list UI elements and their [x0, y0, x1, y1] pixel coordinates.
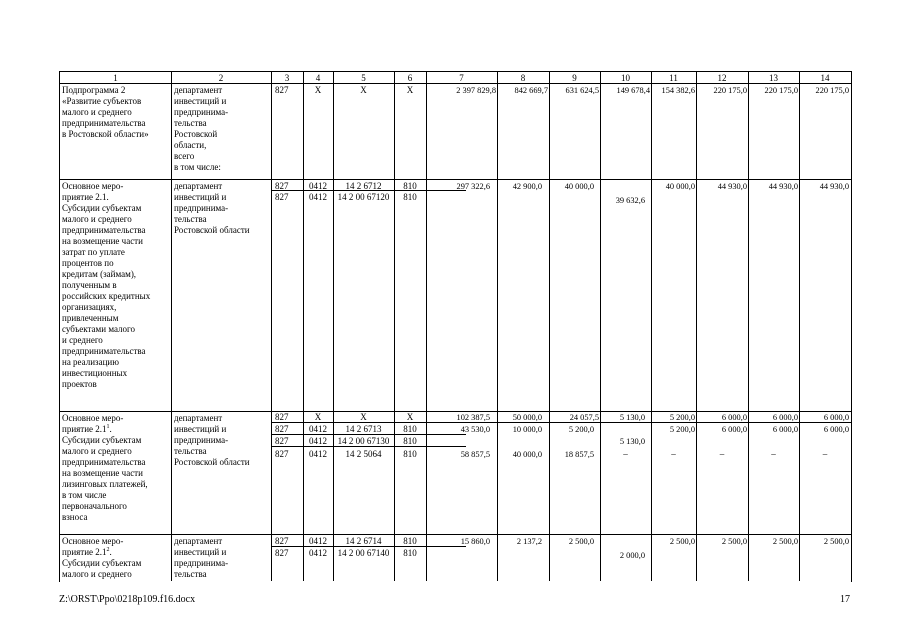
row3-measure-name: [62, 413, 170, 523]
row1-c14: 220 175,0: [815, 86, 849, 95]
row3-l2-c9: 5 200,0: [568, 425, 594, 434]
row2-l2-c6: 810: [403, 192, 417, 202]
row-divider: [60, 179, 851, 180]
row3-l2-c8: 10 000,0: [512, 425, 542, 434]
row3-l4-c9: 18 857,5: [564, 450, 594, 459]
row1-c3: 827: [275, 85, 289, 95]
row3-name-line2: приятие 2.1: [62, 424, 107, 434]
row4-l2-c3: 827: [275, 548, 289, 558]
row4-l1-c14: 2 500,0: [823, 537, 849, 546]
row4-l1-c13: 2 500,0: [772, 537, 798, 546]
row4-l1-c11: 2 500,0: [669, 537, 695, 546]
col-divider: [394, 72, 395, 581]
header-col-6: 6: [407, 73, 413, 83]
row2-l1-c8: 42 900,0: [512, 182, 542, 191]
row1-c13: 220 175,0: [764, 86, 798, 95]
col-divider: [696, 72, 697, 581]
row4-l1-c4: 0412: [309, 536, 327, 546]
row2-executor: департамент инвестиций и предпринима- тельства Ростовской области: [174, 181, 250, 235]
header-col-5: 5: [361, 73, 366, 83]
col-divider: [651, 72, 652, 581]
row3-l2-c4: 0412: [309, 424, 327, 434]
col-divider: [333, 72, 334, 581]
row2-l1-c9: 40 000,0: [564, 182, 594, 191]
row4-l2-c6: 810: [403, 548, 417, 558]
header-col-4: 4: [315, 73, 321, 83]
row1-c6: Х: [406, 85, 414, 95]
row3-l2-c7: 43 530,0: [460, 425, 490, 434]
row4-name-line1: Основное меро-: [62, 536, 124, 546]
row3-l1-c4: Х: [314, 412, 322, 422]
row4-l2-c5: 14 2 00 67140: [337, 548, 390, 558]
row2-l1-c13: 44 930,0: [768, 182, 798, 191]
row1-c8: 842 669,7: [514, 86, 548, 95]
row4-l1-c6: 810: [403, 536, 417, 546]
header-col-2: 2: [218, 73, 224, 83]
row3-l1-c3: 827: [275, 412, 289, 422]
row1-c11: 154 382,6: [661, 86, 695, 95]
row3-l2-c11: 5 200,0: [669, 425, 695, 434]
row2-l1-c11: 40 000,0: [665, 182, 695, 191]
row3-l3-c4: 0412: [309, 436, 327, 446]
header-col-1: 1: [113, 73, 118, 83]
col-divider: [497, 72, 498, 581]
row3-name-rest: Субсидии субъектам малого и среднего предпринимательства на возмещение части лизинговых платежей, в том числе первоначального взноса: [62, 435, 148, 522]
row3-l1-c13: 6 000,0: [772, 413, 798, 422]
row3-l1-c12: 6 000,0: [721, 413, 747, 422]
row4-name-rest: Субсидии субъектам малого и среднего: [62, 558, 142, 579]
row3-name-line1: Основное меро-: [62, 413, 124, 423]
row1-c10: 149 678,4: [616, 86, 650, 95]
row3-l4-c5: 14 2 5064: [345, 449, 382, 459]
row4-name-dot: .: [109, 547, 112, 557]
row3-name-sup: 1: [106, 424, 110, 430]
row3-l4-c7: 58 857,5: [460, 450, 490, 459]
row4-l1-c3: 827: [275, 536, 289, 546]
row2-l2-c4: 0412: [309, 192, 327, 202]
row-divider: [60, 534, 851, 535]
row3-l4-c8: 40 000,0: [512, 450, 542, 459]
row2-l1-c7: 297 322,6: [456, 182, 490, 191]
row1-executor: департамент инвестиций и предпринима- тельства Ростовской области, всего в том числе:: [174, 85, 229, 172]
row1-c5: Х: [360, 85, 367, 95]
row3-l1-c10: 5 130,0: [619, 413, 645, 422]
header-col-9: 9: [572, 73, 577, 83]
row4-l1-c7: 15 860,0: [460, 537, 490, 546]
row3-l2-c5: 14 2 6713: [345, 424, 382, 434]
header-col-3: 3: [284, 73, 290, 83]
col-divider: [303, 72, 304, 581]
budget-table: [59, 71, 852, 582]
row3-l2-c12: 6 000,0: [721, 425, 747, 434]
header-col-7: 7: [459, 73, 464, 83]
row3-l4-c3: 827: [275, 449, 289, 459]
row2-measure-name: Основное меро- приятие 2.1. Субсидии субъектам малого и среднего предпринимательства на возмещение части затрат по уплате процентов по кредитам (займам), полученным в российских кредитных организациях, привлеченным субъектами малого и среднего предпринимательства на реализацию инвестиционных проектов: [62, 181, 151, 389]
header-col-12: 12: [717, 73, 727, 83]
row3-l2-c14: 6 000,0: [823, 425, 849, 434]
row3-l1-c14: 6 000,0: [823, 413, 849, 422]
row3-l1-c7: 102 387,5: [456, 413, 490, 422]
row2-l1-c4: 0412: [309, 181, 327, 191]
col-divider: [600, 72, 601, 581]
row3-l4-c14: –: [822, 449, 828, 459]
row3-l4-c10: –: [623, 449, 628, 459]
row3-l3-c5: 14 2 00 67130: [337, 436, 390, 446]
row1-c7: 2 397 829,8: [456, 86, 496, 95]
row3-l1-c11: 5 200,0: [669, 413, 695, 422]
row1-c12: 220 175,0: [713, 86, 747, 95]
header-col-13: 13: [769, 73, 778, 83]
row4-l1-c9: 2 500,0: [568, 537, 594, 546]
row1-c9: 631 624,5: [565, 86, 599, 95]
row2-l2-c3: 827: [275, 192, 289, 202]
col-divider: [271, 72, 272, 581]
row2-l1-c6: 810: [403, 181, 417, 191]
row4-l2-c4: 0412: [309, 548, 327, 558]
row3-l1-c8: 50 000,0: [512, 413, 542, 422]
header-col-11: 11: [669, 73, 678, 83]
col-divider: [171, 72, 172, 581]
row2-l2-c10: 39 632,6: [615, 196, 645, 205]
row3-l2-c3: 827: [275, 424, 289, 434]
row3-name-dot: .: [109, 424, 112, 434]
row3-l4-c11: –: [671, 449, 676, 459]
row2-l1-c5: 14 2 6712: [345, 181, 382, 191]
row4-executor: департамент инвестиций и предпринима- тельства: [174, 536, 229, 579]
row3-l4-c13: –: [771, 449, 776, 459]
row3-executor: департамент инвестиций и предпринима- тельства Ростовской области: [174, 413, 250, 467]
row4-name-sup: 2: [106, 547, 110, 553]
row4-name-line2: приятие 2.1: [62, 547, 107, 557]
footer-file-path: Z:\ORST\Ppo\0218p109.f16.docx: [59, 594, 196, 605]
row3-l4-c6: 810: [403, 449, 417, 459]
row3-l3-c10: 5 130,0: [619, 437, 645, 446]
row3-l1-c5: Х: [360, 412, 367, 422]
row4-l1-c5: 14 2 6714: [345, 536, 382, 546]
row3-l1-c6: Х: [406, 412, 414, 422]
row3-l2-c6: 810: [403, 424, 417, 434]
col-divider: [799, 72, 800, 581]
row3-l2-c13: 6 000,0: [772, 425, 798, 434]
row4-l2-c10: 2 000,0: [619, 551, 645, 560]
row4-l1-c12: 2 500,0: [721, 537, 747, 546]
row2-l1-c3: 827: [275, 181, 289, 191]
row2-l1-c12: 44 930,0: [717, 182, 747, 191]
row3-l4-c12: –: [719, 449, 725, 459]
row4-measure-name: [62, 536, 170, 580]
row3-l1-c9: 24 057,5: [569, 413, 599, 422]
row3-l3-c3: 827: [275, 436, 289, 446]
header-col-14: 14: [820, 73, 830, 83]
row1-c4: Х: [314, 85, 322, 95]
row4-l1-c8: 2 137,2: [516, 537, 542, 546]
row3-l4-c4: 0412: [309, 449, 327, 459]
footer-page-number: 17: [840, 594, 850, 605]
row2-l2-c5: 14 2 00 67120: [337, 192, 390, 202]
header-col-10: 10: [621, 73, 630, 83]
row3-l3-c6: 810: [403, 436, 417, 446]
col-divider: [748, 72, 749, 581]
header-col-8: 8: [520, 73, 526, 83]
row2-l1-c14: 44 930,0: [819, 182, 849, 191]
col-divider: [549, 72, 550, 581]
col-divider: [426, 72, 427, 581]
row1-program-name: Подпрограмма 2 «Развитие субъектов малого и среднего предпринимательства в Ростовской области»: [62, 85, 149, 139]
